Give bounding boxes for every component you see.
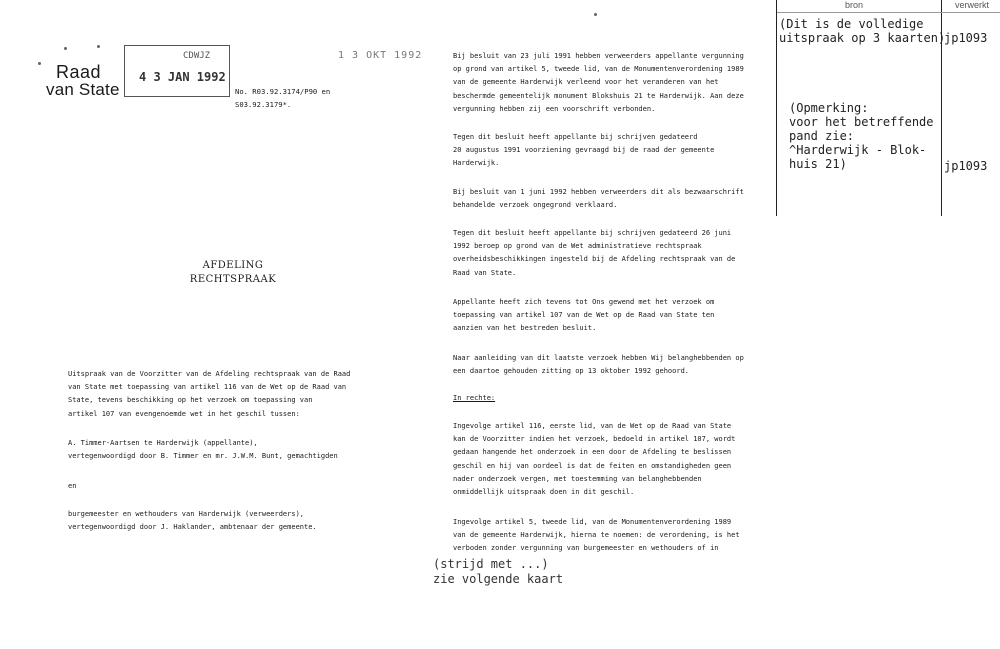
received-stamp [124,45,230,97]
text-line: Bij besluit van 1 juni 1992 hebben verweerders dit als bezwaarschrift [453,188,744,196]
text-line: voor het betreffende [789,115,934,129]
text-line: ^Harderwijk - Blok- [789,143,927,157]
conjunction-en: en [68,482,77,490]
section-title [168,259,298,287]
text-line: vertegenwoordigd door B. Timmer en mr. J.W.M. Bunt, gemachtigden [68,452,338,461]
text-line: (Opmerking: [789,101,869,115]
text-line: onmiddellijk uitspraak doen in dit geschil. [453,488,635,497]
paragraph-8 [453,516,783,556]
paragraph-3 [453,186,783,212]
text-line: vertegenwoordigd door J. Haklander, ambtenaar der gemeente. [68,523,317,532]
logo-line-2: van State [46,80,120,99]
text-line: verboden zonder vergunning van burgemeester en wethouders of in [453,544,719,553]
text-line: van State met toepassing van artikel 116 van de Wet op de Raad van [68,383,347,392]
paragraph-6 [453,352,783,378]
text-line: geschil en hij van oordeel is dat de feiten en omstandigheden geen [453,461,732,470]
text-line: Ingevolge artikel 5, tweede lid, van de Monumentenverordening 1989 [453,518,732,526]
text-line: aanzien van het bestreden besluit. [453,324,597,333]
text-line: vergunning hebben zij een voorschrift verbonden. [453,104,656,113]
text-line: toepassing van artikel 107 van de Wet op de Raad van State ten [453,311,715,320]
case-number [235,85,330,111]
header-date-stamp: 1 3 OKT 1992 [338,50,423,61]
text-line: Uitspraak van de Voorzitter van de Afdeling rechtspraak van de Raad [68,370,351,378]
case-number-line: No. R03.92.3174/P90 en [235,87,331,96]
case-number-line: S03.92.3179*. [235,100,292,109]
text-line: (Dit is de volledige [779,17,924,31]
text-line: Harderwijk. [453,159,500,168]
stamp-department: CDWJZ [183,51,211,61]
text-line: burgemeester en wethouders van Harderwijk (verweerders), [68,510,305,518]
text-line: gedaan hangende het onderzoek in een door de Afdeling te beslissen [453,448,732,457]
party-respondent [68,508,368,534]
paragraph-4 [453,227,783,280]
text-line: een daartoe gehouden zitting op 13 oktober 1992 gehoord. [453,367,690,376]
text-line: kan de Voorzitter indien het verzoek, bedoeld in artikel 107, wordt [453,435,736,444]
raad-van-state-logo [36,60,136,100]
text-line: behandelde verzoek ongegrond verklaard. [453,201,618,210]
paragraph-2 [453,131,783,171]
text-line: pand zie: [789,129,855,143]
text-line: uitspraak op 3 kaarten) [779,31,946,45]
text-line: Raad van State. [453,268,517,277]
paragraph-7 [453,420,783,499]
annotation-reference-2: jp1093 [944,159,988,173]
text-line: op grond van artikel 5, tweede lid, van de Monumentenverordening 1989 [453,65,744,74]
annotation-divider-left [776,0,777,216]
text-line: 20 augustus 1991 voorziening gevraagd bij de raad der gemeente [453,146,715,155]
text-line: huis 21) [789,157,847,171]
intro-paragraph [68,368,368,421]
annotation-header-rule [777,12,1000,13]
paragraph-5 [453,296,783,336]
scan-speck [64,47,67,50]
annotation-reference-1: jp1093 [944,31,988,45]
text-line: 1992 beroep op grond van de Wet administratieve rechtspraak [453,242,702,251]
section-title-line: AFDELING [202,260,264,271]
text-line: beschermde gemeentelijk monument Blokshuis 21 te Harderwijk. Aan deze [453,91,744,100]
annotation-note-complete [779,17,945,45]
section-heading-in-rechte: In rechte: [453,394,496,402]
text-line: A. Timmer-Aartsen te Harderwijk (appellante), [68,439,258,447]
scan-speck [594,13,597,16]
paragraph-1 [453,50,783,116]
stamp-date: 4 3 JAN 1992 [139,70,226,84]
text-line: nader onderzoek vergen, met toestemming van belanghebbenden [453,474,702,483]
continuation-note: (strijd met ...) [433,557,549,571]
annotation-note-remark [789,101,934,171]
text-line: Bij besluit van 23 juli 1991 hebben verweerders appellante vergunning [453,52,744,60]
text-line: Appellante heeft zich tevens tot Ons gewend met het verzoek om [453,298,715,306]
logo-line-1: Raad [56,62,102,82]
section-title-line: RECHTSPRAAK [189,274,277,285]
text-line: Ingevolge artikel 116, eerste lid, van de Wet op de Raad van State [453,422,732,430]
text-line: Tegen dit besluit heeft appellante bij schrijven gedateerd [453,133,698,141]
text-line: artikel 107 van evengenoemde wet in het geschil tussen: [68,409,300,418]
scan-speck [38,62,41,65]
text-line: van de gemeente Harderwijk verleend voor het veranderen van het [453,78,719,87]
party-appellant [68,437,368,463]
column-header-bron: bron [845,0,864,10]
text-line: State, tevens beschikking op het verzoek om toepassing van [68,396,313,405]
text-line: overheidsbeschikkingen ingesteld bij de Afdeling rechtspraak van de [453,255,736,264]
text-line: Naar aanleiding van dit laatste verzoek hebben Wij belanghebbenden op [453,354,744,362]
next-card-note: zie volgende kaart [433,572,564,586]
text-line: Tegen dit besluit heeft appellante bij schrijven gedateerd 26 juni [453,229,732,237]
column-header-verwerkt: verwerkt [955,0,990,10]
text-line: van de gemeente Harderwijk, hierna te noemen: de verordening, is het [453,531,740,540]
scan-speck [97,45,100,48]
